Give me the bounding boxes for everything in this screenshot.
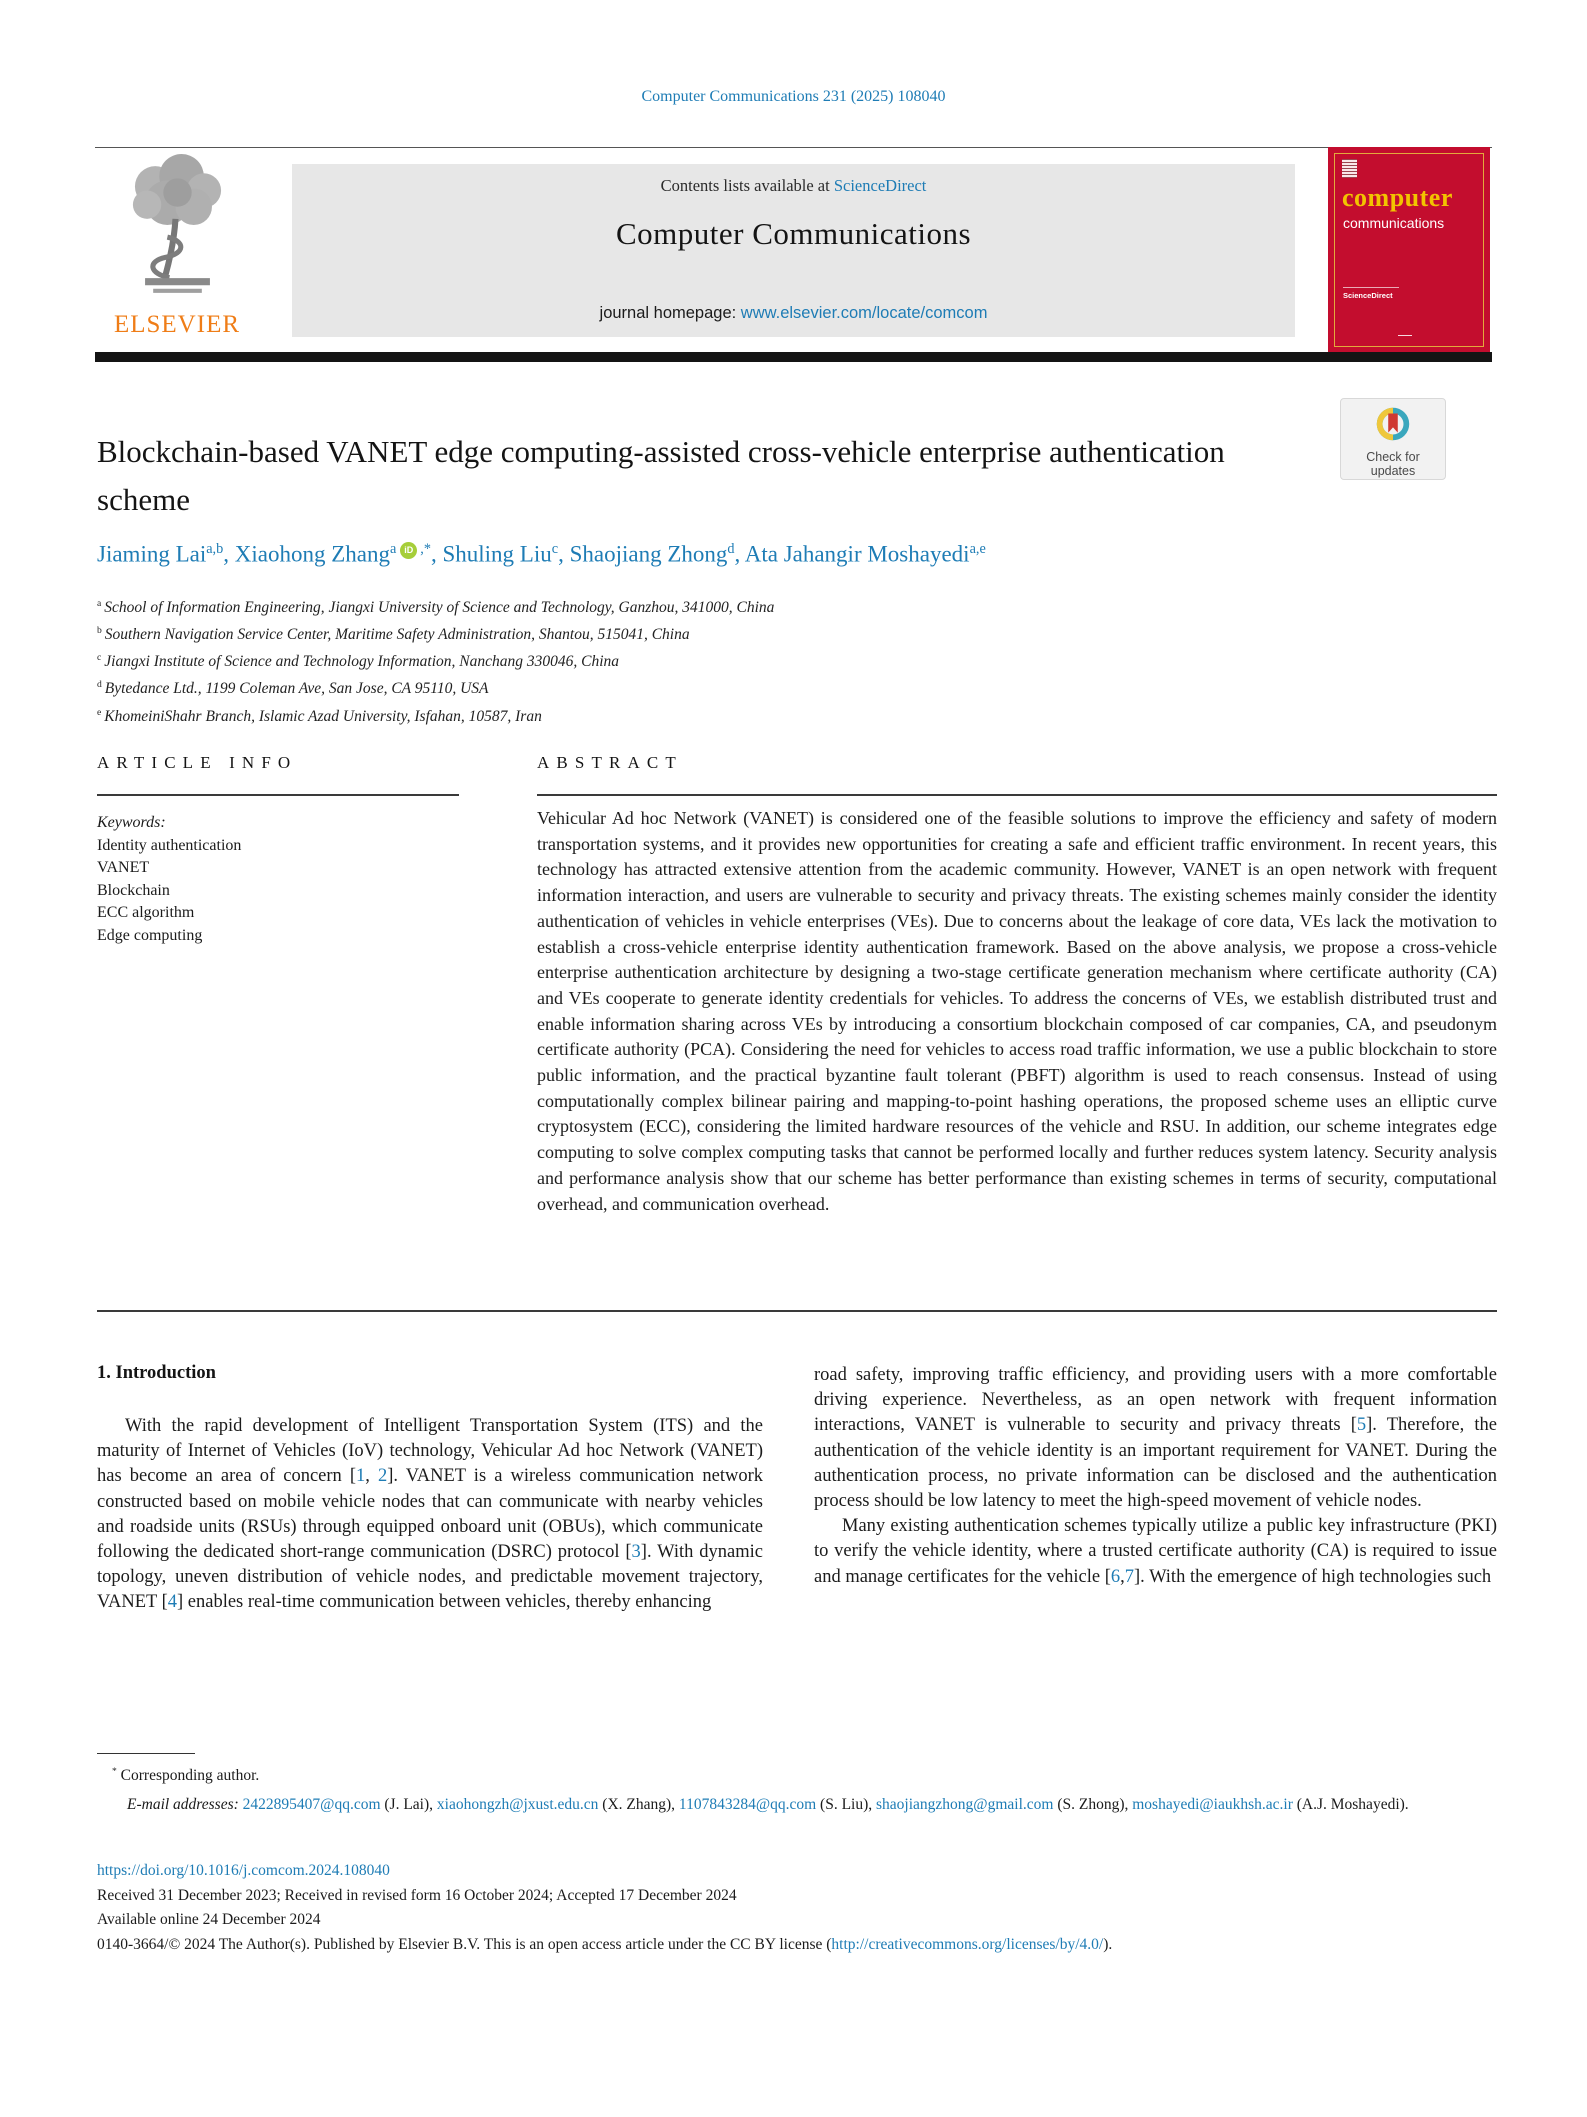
affiliation-line bbox=[97, 592, 774, 619]
journal-citation: Computer Communications 231 (2025) 108040 bbox=[641, 88, 946, 105]
affiliation-sup: a bbox=[97, 598, 102, 609]
affiliations bbox=[97, 592, 774, 728]
article-footer bbox=[97, 1859, 1503, 1957]
keyword: ECC algorithm bbox=[97, 904, 195, 921]
article-info-rule bbox=[97, 794, 459, 796]
article-title: Blockchain-based VANET edge computing-assisted cross-vehicle enterprise authentication scheme bbox=[97, 434, 1225, 517]
cover-title: computer bbox=[1342, 183, 1453, 212]
affiliation-line bbox=[97, 619, 774, 646]
keywords-label: Keywords: bbox=[97, 814, 166, 831]
cover-rule bbox=[1343, 287, 1399, 288]
section-divider bbox=[97, 1310, 1497, 1312]
cover-sciencedirect: ScienceDirect bbox=[1343, 291, 1393, 300]
contents-line bbox=[292, 176, 1295, 196]
badge-label-line2: updates bbox=[1370, 464, 1416, 478]
intro-right-column bbox=[814, 1363, 1497, 1590]
doi-link[interactable]: https://doi.org/10.1016/j.comcom.2024.108040 bbox=[97, 1862, 390, 1879]
affiliation-line bbox=[97, 701, 774, 728]
affiliation-line bbox=[97, 673, 774, 700]
available-online: Available online 24 December 2024 bbox=[97, 1911, 321, 1929]
inline-link[interactable]: 1107843284@qq.com bbox=[678, 1796, 817, 1813]
homepage-prefix: journal homepage: bbox=[599, 304, 741, 322]
affiliation-text: Southern Navigation Service Center, Maritime Safety Administration, Shantou, 515041, China bbox=[104, 626, 690, 644]
intro-paragraph: Many existing authentication schemes typically utilize a public key infrastructure (PKI) to verify the vehicle identity, where a trusted certificate authority (CA) is required to issue and manage certificates for the vehicle [6,7]. With the emergence of high technologies such bbox=[814, 1516, 1497, 1587]
affiliation-sup: c bbox=[97, 652, 102, 664]
contents-line-prefix: Contents lists available at bbox=[660, 176, 834, 195]
badge-label-line1: Check for bbox=[1366, 450, 1420, 464]
inline-link[interactable]: xiaohongzh@jxust.edu.cn bbox=[436, 1796, 599, 1813]
inline-link[interactable]: 6 bbox=[1110, 1566, 1121, 1587]
affiliation-text: Bytedance Ltd., 1199 Coleman Ave, San Jose, CA 95110, USA bbox=[104, 680, 489, 698]
affiliation-text: School of Information Engineering, Jiangxi University of Science and Technology, Ganzhou, 341000, China bbox=[104, 599, 775, 617]
keyword: Blockchain bbox=[97, 881, 170, 899]
check-for-updates-badge[interactable] bbox=[1340, 398, 1446, 480]
inline-link[interactable]: 1 bbox=[356, 1466, 366, 1487]
homepage-line bbox=[292, 304, 1295, 323]
cover-subtitle: communications bbox=[1343, 215, 1445, 231]
journal-cover-thumbnail bbox=[1328, 147, 1490, 353]
cover-dash bbox=[1398, 335, 1412, 336]
affiliation-sup: b bbox=[97, 625, 102, 637]
affiliation-sup: d bbox=[97, 679, 102, 691]
inline-link[interactable]: 4 bbox=[167, 1592, 177, 1613]
elsevier-logo bbox=[92, 152, 262, 339]
crossmark-icon bbox=[1372, 403, 1414, 445]
inline-link[interactable]: http://creativecommons.org/licenses/by/4.0/ bbox=[831, 1935, 1104, 1953]
journal-homepage-link[interactable]: www.elsevier.com/locate/comcom bbox=[740, 304, 988, 322]
author-list: Jiaming Lai$^{a,b}$, Xiaohong Zhang$^a$ iD ,*, Shuling Liu$^c$, Shaojiang Zhong$^d$, Ata Jahangir Moshayedi$^{a,e}$ bbox=[97, 541, 986, 567]
received-dates: Received 31 December 2023; Received in revised form 16 October 2024; Accepted 17 December 2024 bbox=[97, 1886, 737, 1904]
corresponding-author-note: * Corresponding author. bbox=[112, 1766, 260, 1785]
inline-link[interactable]: shaojiangzhong@gmail.com bbox=[876, 1796, 1054, 1813]
affiliation-line bbox=[97, 646, 774, 673]
abstract-rule bbox=[537, 794, 1497, 796]
keyword: Identity authentication bbox=[97, 836, 242, 854]
header-divider bbox=[95, 147, 1492, 148]
introduction-heading: 1. Introduction bbox=[97, 1363, 216, 1383]
cover-elsevier-mark-icon bbox=[1342, 159, 1357, 178]
affiliation-sup: e bbox=[97, 706, 102, 718]
inline-link[interactable]: 7 bbox=[1124, 1566, 1134, 1587]
affiliation-text: KhomeiniShahr Branch, Islamic Azad University, Isfahan, 10587, Iran bbox=[104, 707, 542, 725]
abstract-heading: ABSTRACT bbox=[537, 753, 683, 772]
header-bar bbox=[95, 352, 1492, 362]
inline-link[interactable]: 3 bbox=[631, 1542, 641, 1563]
article-info-heading: ARTICLE INFO bbox=[97, 753, 298, 772]
license-line: 0140-3664/© 2024 The Author(s). Published by Elsevier B.V. This is an open access article under the CC BY license (http://creativecommons.org/licenses/by/4.0/). bbox=[97, 1935, 1113, 1953]
inline-link[interactable]: 2422895407@qq.com bbox=[242, 1796, 381, 1813]
journal-title: Computer Communications bbox=[615, 216, 972, 251]
sciencedirect-link[interactable]: ScienceDirect bbox=[833, 176, 927, 195]
inline-link[interactable]: 2 bbox=[377, 1466, 388, 1487]
abstract-text: Vehicular Ad hoc Network (VANET) is considered one of the feasible solutions to improve the efficiency and safety of modern transportation systems, and it provides new opportunities for creating a safe and efficient traffic environment. In recent years, this technology has attracted extensive attention from the academic community. However, VANET is an open network with frequent information interaction, and users are vulnerable to security and privacy threats. The existing schemes mainly consider the identity authentication of vehicles in vehicle enterprises (VEs). Due to concerns about the leakage of core data, VEs lack the motivation to establish a cross-vehicle enterprise identity authentication framework. Based on the above analysis, we propose a cross-vehicle enterprise authentication architecture by designing a two-stage certificate generation mechanism where certificate authority (CA) and VEs cooperate to generate identity credentials for vehicles. To address the concerns of VEs, we establish distributed trust and enable information sharing across VEs by introducing a consortium blockchain composed of car companies, CA, and pseudonym certificate authority (PCA). Considering the need for vehicles to access road traffic information, we use a public blockchain to store public information, and the practical byzantine fault tolerant (PBFT) algorithm is used to reach consensus. Instead of using computationally complex bilinear pairing and mapping-to-point hashing operations, the proposed scheme uses an elliptic curve cryptosystem (ECC), considering the limited hardware resources of the vehicle and RSU. In addition, our scheme integrates edge computing to solve complex computing tasks that cannot be performed locally and further reduces system latency. Security analysis and performance analysis show that our scheme has better performance than existing schemes in terms of security, computational overhead, and communication overhead. bbox=[537, 808, 1497, 1214]
elsevier-wordmark: ELSEVIER bbox=[113, 311, 241, 338]
email-addresses: E-mail addresses: 2422895407@qq.com (J. Lai), xiaohongzh@jxust.edu.cn (X. Zhang), 1107843284@qq.com (S. Liu), shaojiangzhong@gmail.com (S. Zhong), moshayedi@iaukhsh.ac.ir (A.J. Moshayedi). bbox=[127, 1796, 1409, 1813]
affiliation-text: Jiangxi Institute of Science and Technology Information, Nanchang 330046, China bbox=[104, 653, 620, 671]
journal-masthead bbox=[292, 164, 1295, 337]
intro-left-column bbox=[97, 1414, 763, 1616]
keyword: VANET bbox=[97, 859, 150, 876]
keywords-block bbox=[97, 812, 457, 947]
keyword: Edge computing bbox=[97, 926, 203, 944]
intro-paragraph: With the rapid development of Intelligent Transportation System (ITS) and the maturity of Internet of Vehicles (IoV) technology, Vehicular Ad hoc Network (VANET) has become an area of concern [1, 2]. VANET is a wireless communication network constructed based on mobile vehicle nodes that can communicate with nearby vehicles and roadside units (RSUs) through equipped onboard unit (OBUs), which communicate following the dedicated short-range communication (DSRC) protocol [3]. With dynamic topology, uneven distribution of vehicle nodes, and predictable movement trajectory, VANET [4] enables real-time communication between vehicles, thereby enhancing bbox=[97, 1416, 763, 1613]
inline-link[interactable]: 5 bbox=[1356, 1415, 1367, 1436]
elsevier-tree-icon bbox=[110, 152, 245, 304]
intro-paragraph: road safety, improving traffic efficiency, and providing users with a more comfortable driving experience. Nevertheless, as an open network with frequent information interactions, VANET is vulnerable to security and privacy threats [5]. Therefore, the authentication of the vehicle identity is an important requirement for VANET. During the authentication process, no private information can be disclosed and the authentication process should be low latency to meet the high-speed movement of vehicle nodes. bbox=[814, 1365, 1497, 1512]
footnote-rule bbox=[97, 1753, 195, 1754]
inline-link[interactable]: moshayedi@iaukhsh.ac.ir bbox=[1132, 1796, 1293, 1813]
